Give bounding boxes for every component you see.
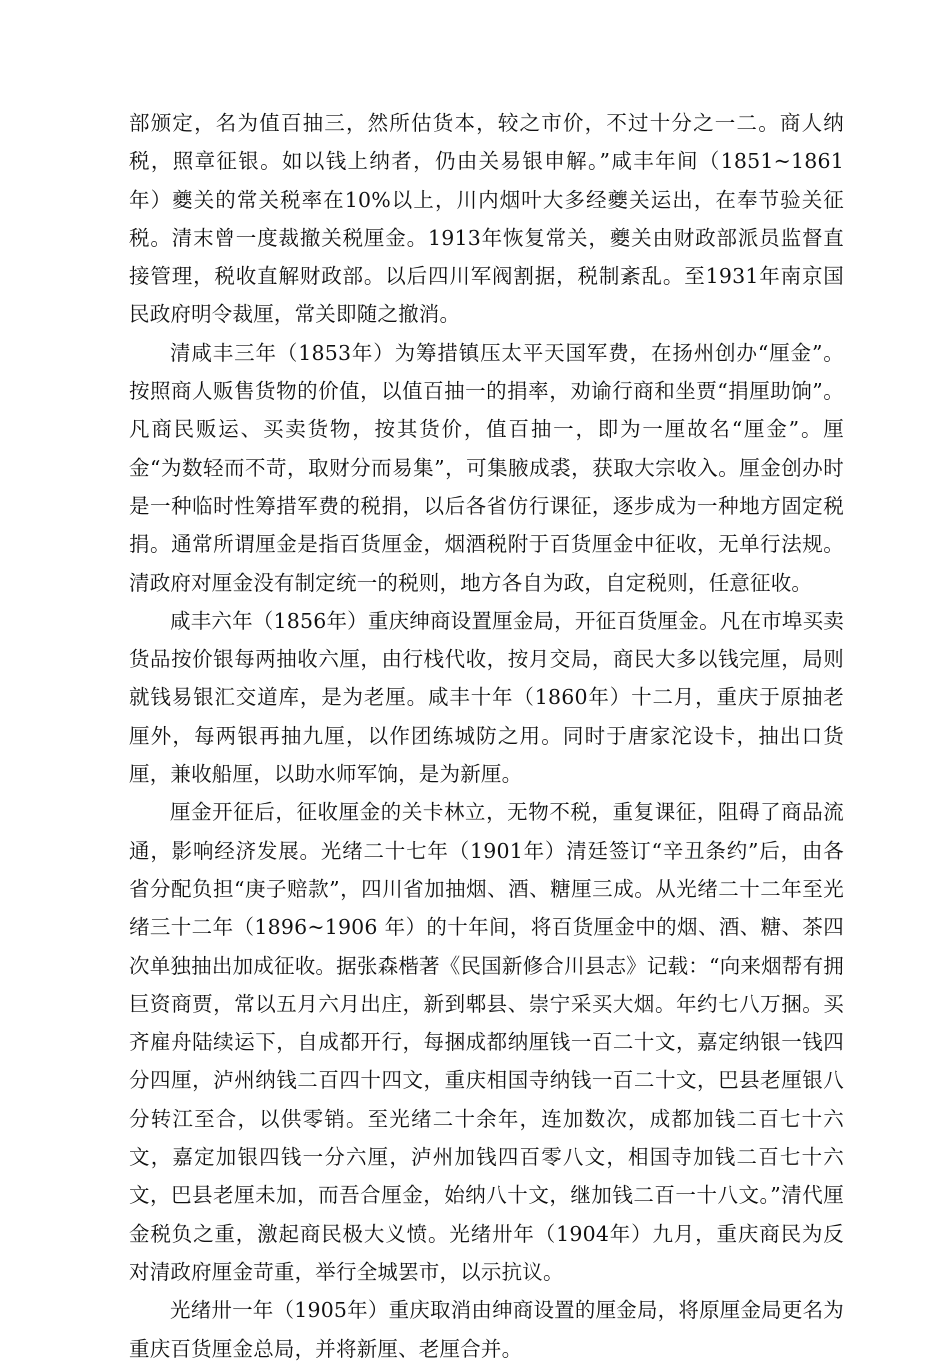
paragraph-3: 咸丰六年（1856年）重庆绅商设置厘金局，开征百货厘金。凡在市埠买卖货品按价银每两抽收六厘，由行栈代收，按月交局，商民大多以钱完厘，局则就钱易银汇交道库，是为老厘。咸丰十年（1860年）十二月，重庆于原抽老厘外，每两银再抽九厘，以作团练城防之用。同时于唐家沱设卡，抽出口货厘，兼收船厘，以助水师军饷，是为新厘。: [129, 608, 844, 787]
paragraph-5: 光绪卅一年（1905年）重庆取消由绅商设置的厘金局，将原厘金局更名为重庆百货厘金总局，并将新厘、老厘合并。: [129, 1298, 844, 1361]
paragraph-4: 厘金开征后，征收厘金的关卡林立，无物不税，重复课征，阻碍了商品流通，影响经济发展。光绪二十七年（1901年）清廷签订“辛丑条约”后，由各省分配负担“庚子赔款”，四川省加抽烟、酒、糖厘三成。从光绪二十二年至光绪三十二年（1896~1906 年）的十年间，将百货厘金中的烟、酒、糖、茶四次单独抽出加成征收。据张森楷著《民国新修合川县志》记载：“向来烟帮有拥巨资商贾，常以五月六月出庄，新到郫县、崇宁采买大烟。年约七八万捆。买齐雇舟陆续运下，自成都开行，每捆成都纳厘钱一百二十文，嘉定纳银一钱四分四厘，泸州纳钱二百四十四文，重庆相国寺纳钱一百二十文，巴县老厘银八分转江至合，以供零销。至光绪二十余年，连加数次，成都加钱二百七十六文，嘉定加银四钱一分六厘，泸州加钱四百零八文，相国寺加钱二百七十六文，巴县老厘未加，而吾合厘金，始纳八十文，继加钱二百一十八文。”清代厘金税负之重，激起商民极大义愤。光绪卅年（1904年）九月，重庆商民为反对清政府厘金苛重，举行全城罢市，以示抗议。: [129, 800, 844, 1284]
body-text: [129, 104, 844, 1368]
paragraph-2: 清咸丰三年（1853年）为筹措镇压太平天国军费，在扬州创办“厘金”。按照商人贩售货物的价值，以值百抽一的捐率，劝谕行商和坐贾“捐厘助饷”。凡商民贩运、买卖货物，按其货价，值百抽一，即为一厘故名“厘金”。厘金“为数轻而不苛，取财分而易集”，可集腋成裘，获取大宗收入。厘金创办时是一种临时性筹措军费的税捐，以后各省仿行课征，逐步成为一种地方固定税捐。通常所谓厘金是指百货厘金，烟酒税附于百货厘金中征收，无单行法规。清政府对厘金没有制定统一的税则，地方各自为政，自定税则，任意征收。: [129, 340, 844, 595]
paragraph-1: 部颁定，名为值百抽三，然所估货本，较之市价，不过十分之一二。商人纳税，照章征银。如以钱上纳者，仍由关易银申解。”咸丰年间（1851~1861 年）夔关的常关税率在10%以上，川内烟叶大多经夔关运出，在奉节验关征税。清末曾一度裁撤关税厘金。1913年恢复常关，夔关由财政部派员监督直接管理，税收直解财政部。以后四川军阀割据，税制紊乱。至1931年南京国民政府明令裁厘，常关即随之撤消。: [129, 111, 844, 327]
